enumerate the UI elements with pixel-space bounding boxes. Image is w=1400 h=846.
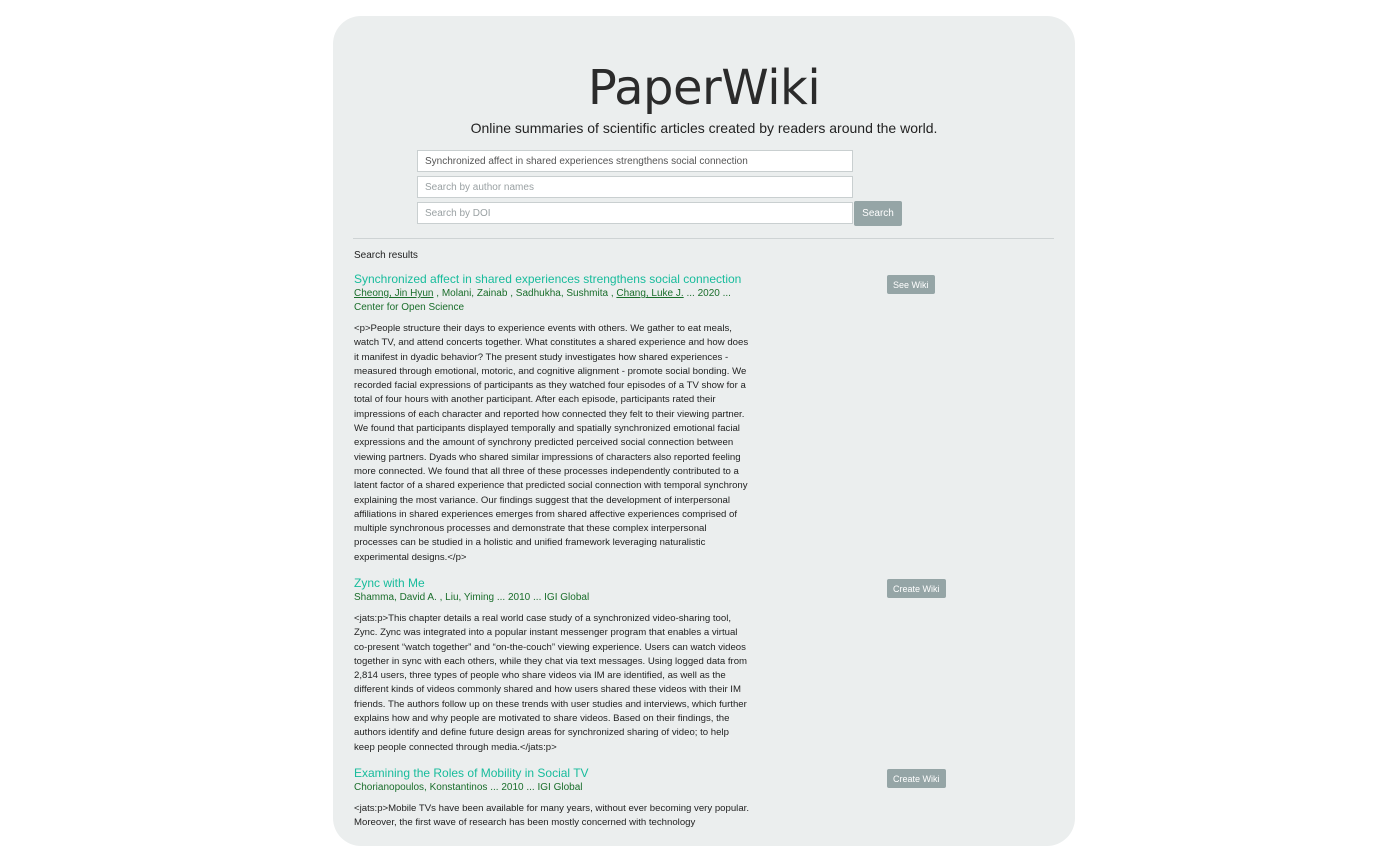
result-title[interactable]: Synchronized affect in shared experiences strengthens social connection: [354, 272, 742, 286]
see-wiki-button[interactable]: See Wiki: [887, 275, 935, 294]
result-item: [354, 766, 754, 831]
result-publisher: Center for Open Science: [354, 302, 465, 313]
result-meta: Chorianopoulos, Konstantinos ... 2010 ... IGI Global: [354, 782, 583, 793]
author-link[interactable]: Cheong, Jin Hyun: [354, 288, 434, 299]
search-button[interactable]: Search: [854, 201, 902, 226]
result-year: 2020: [697, 288, 720, 299]
doi-search-input[interactable]: [417, 202, 853, 224]
site-tagline: Online summaries of scientific articles created by readers around the world.: [470, 120, 938, 136]
create-wiki-button[interactable]: Create Wiki: [887, 769, 946, 788]
result-year: 2010: [501, 782, 524, 793]
author-search-input[interactable]: [417, 176, 853, 198]
result-publisher: IGI Global: [544, 592, 590, 603]
author-link[interactable]: Chang, Luke J.: [616, 288, 684, 299]
author-name: Liu, Yiming: [445, 592, 495, 603]
site-title: PaperWiki: [587, 60, 821, 116]
result-year: 2010: [507, 592, 531, 603]
result-publisher: IGI Global: [537, 782, 583, 793]
main-card: [333, 16, 1075, 846]
author-name: Shamma, David A.: [354, 592, 437, 603]
result-title[interactable]: Zync with Me: [354, 576, 425, 590]
author-name: Chorianopoulos, Konstantinos: [354, 782, 488, 793]
result-meta: Shamma, David A. , Liu, Yiming ... 2010 ... IGI Global: [354, 592, 590, 603]
results-heading: Search results: [354, 250, 418, 261]
result-item: [354, 576, 754, 755]
divider: [353, 238, 1054, 239]
result-meta: Cheong, Jin Hyun , Molani, Zainab , Sadhukha, Sushmita , Chang, Luke J. ... 2020 ... Center for Open Science: [354, 288, 731, 313]
author-name: Molani, Zainab: [441, 288, 508, 299]
create-wiki-button[interactable]: Create Wiki: [887, 579, 946, 598]
result-abstract: <jats:p>This chapter details a real world case study of a synchronized video-sharing tool, Zync. Zync was integrated into a popular instant messenger program that enables a virtual co-present “watch together” and “on-the-couch” viewing experience. Users can watch videos together in sync with each others, while they chat via text messages. Using logged data from 2,814 users, three types of people who share videos via IM are identified, as well as the different kinds of videos commonly shared and how users shared these videos with their IM friends. The authors follow up on these trends with user studies and interviews, which further explains how and why people are motivated to share videos. Based on their findings, the authors identify and define future design areas for synchronized sharing of video; to help keep people connected through media.</jats:p>: [354, 613, 748, 753]
author-name: Sadhukha, Sushmita: [515, 288, 609, 299]
result-abstract: <p>People structure their days to experience events with others. We gather to eat meals, watch TV, and attend concerts together. What constitutes a shared experience and how does it manifest in dyadic behavior? The present study investigates how shared experiences - measured through emotional, motoric, and cognitive alignment - promote social bonding. We recorded facial expressions of participants as they watched four episodes of a TV show for a total of four hours with another participant. After each episode, participants rated their impressions of each character and reported how connected they felt to their viewing partner. We found that participants displayed temporally and spatially synchronized emotional facial expressions and the amount of synchrony predicted perceived social connection between viewing partners. Dyads who shared similar impressions of characters also reported feeling more connected. We found that all three of these processes independently contributed to a latent factor of a shared experience that predicted social connection with temporal synchrony explaining the most variance. Our findings suggest that the development of interpersonal affiliations in shared experiences emerges from shared affective experiences comprised of multiple synchronous processes and demonstrate that these complex interpersonal processes can be studied in a holistic and unified framework leveraging naturalistic experimental designs.</p>: [354, 323, 749, 563]
result-abstract: <jats:p>Mobile TVs have been available for many years, without ever becoming very popular. Moreover, the first wave of research has been mostly concerned with technology: [354, 803, 749, 829]
result-item: [354, 272, 754, 565]
result-title[interactable]: Examining the Roles of Mobility in Social TV: [354, 766, 589, 780]
title-search-input[interactable]: [417, 150, 853, 172]
